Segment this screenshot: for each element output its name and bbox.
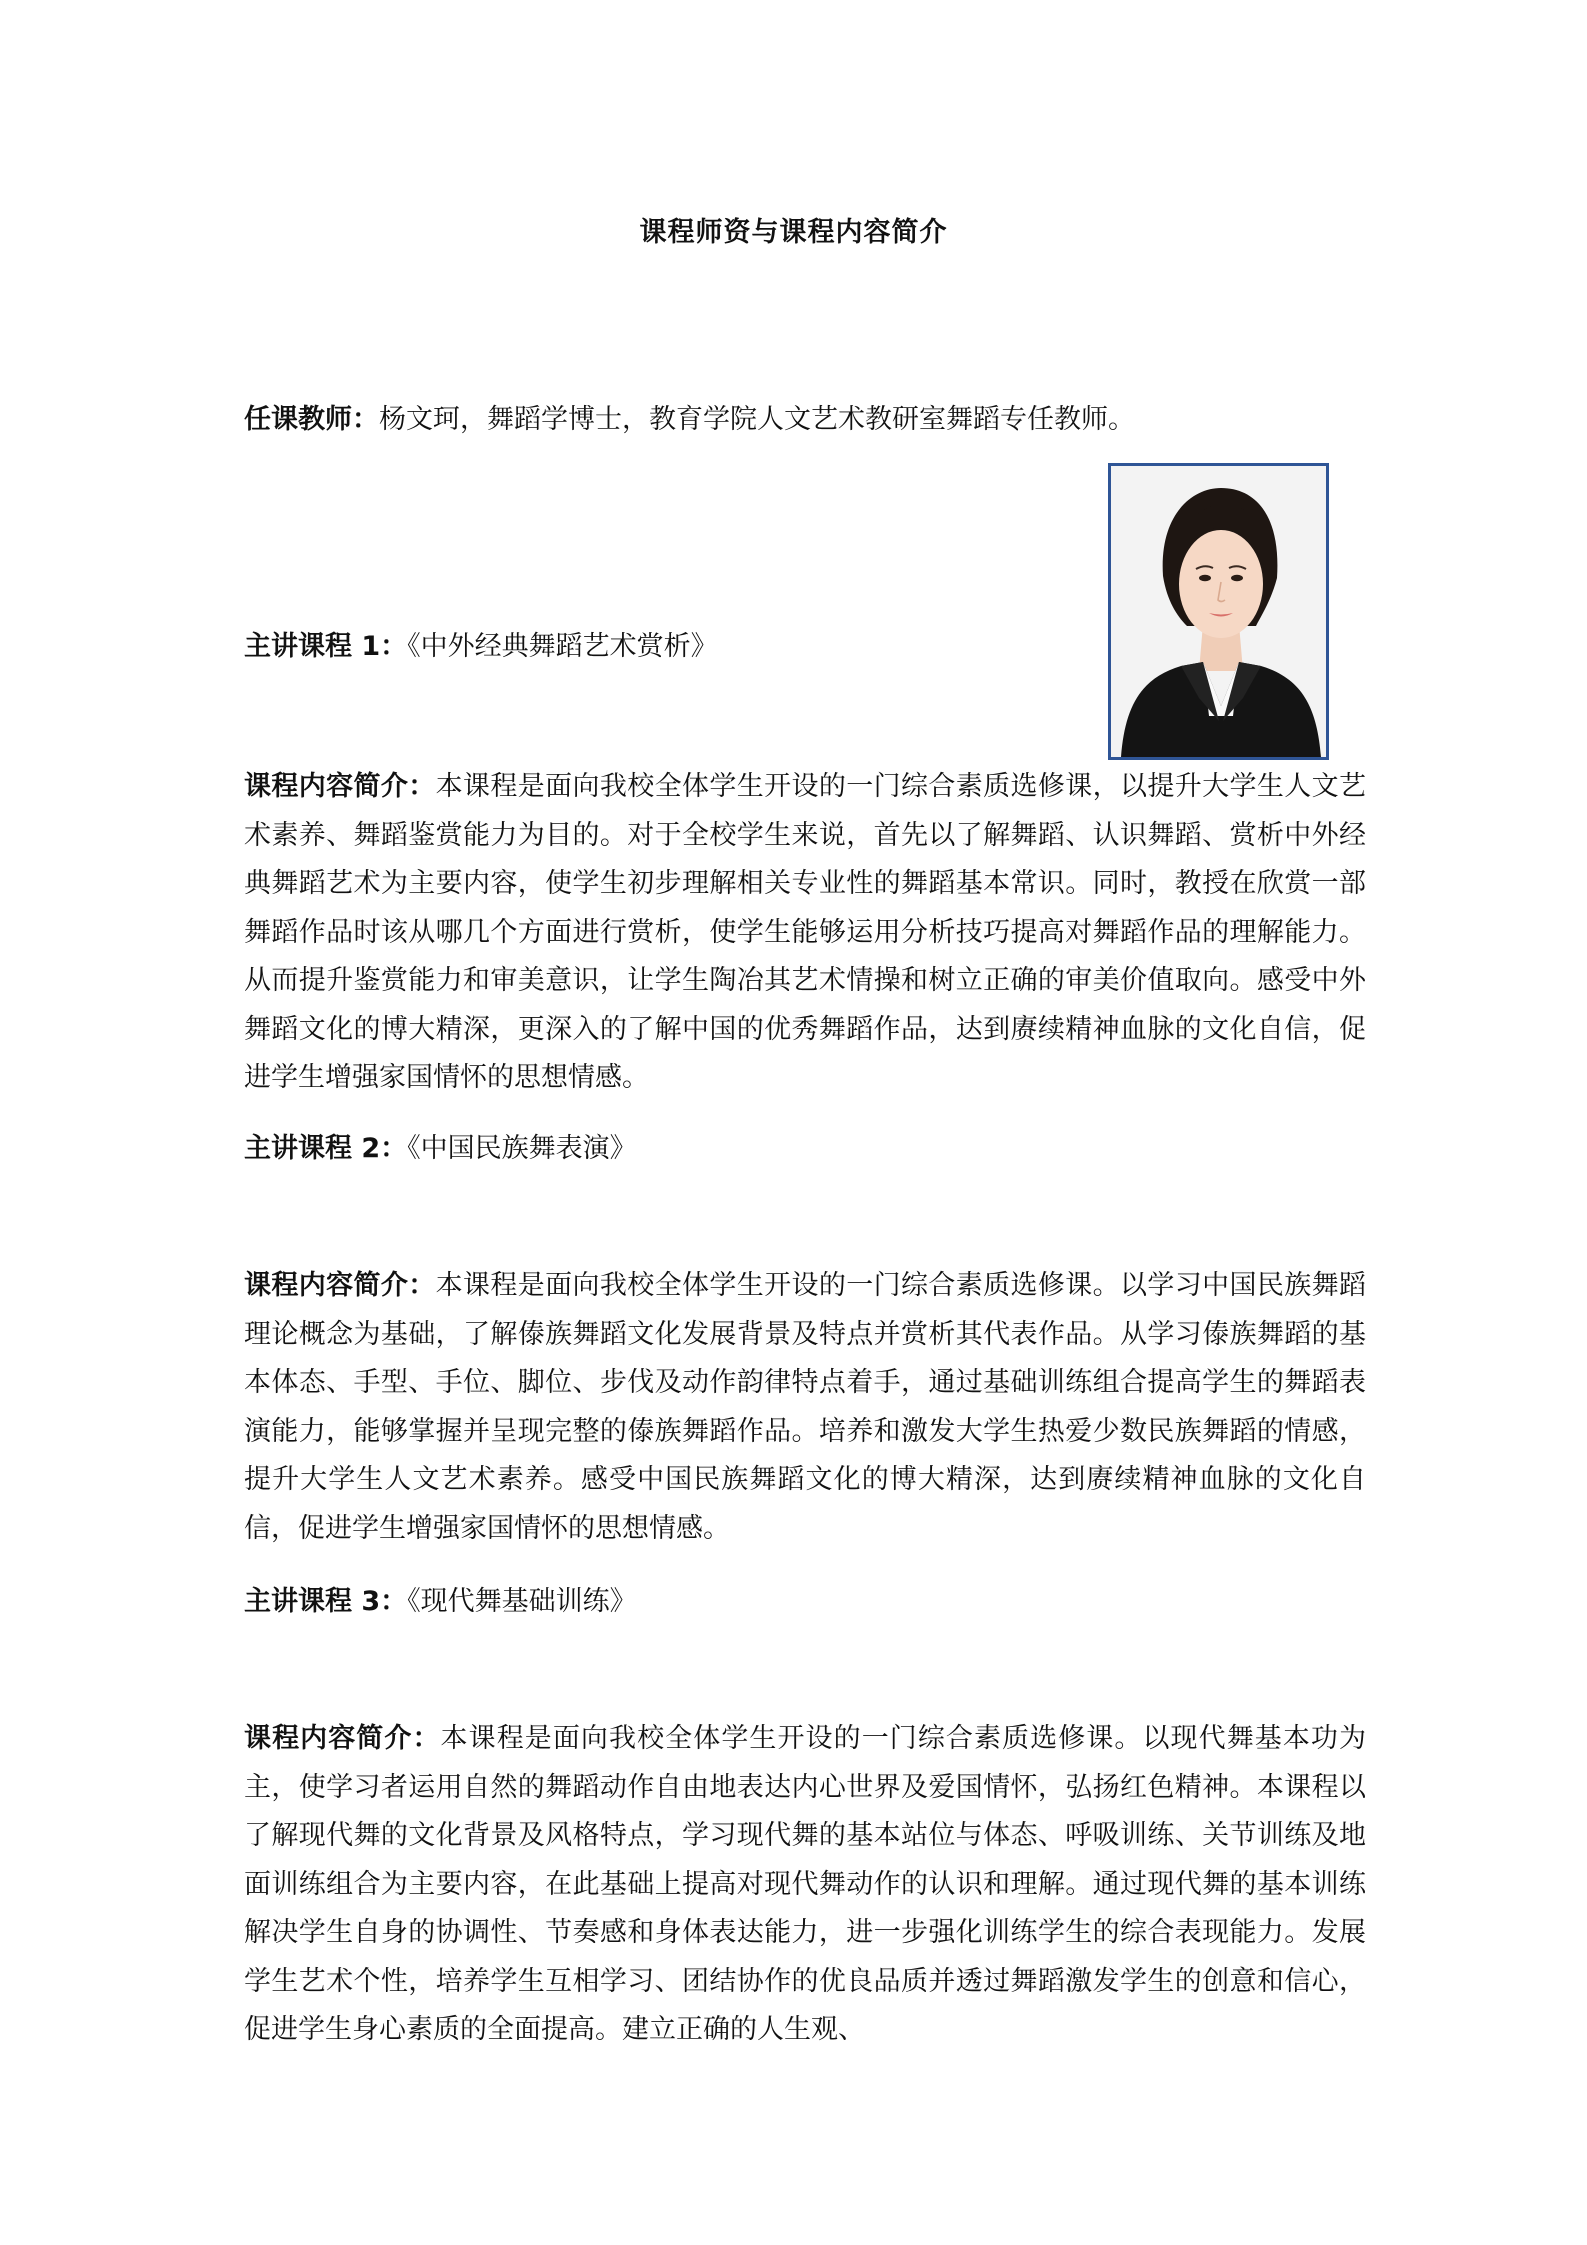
course-1-name: 《中外经典舞蹈艺术赏析》: [407, 631, 718, 662]
course-2-intro-text: 本课程是面向我校全体学生开设的一门综合素质选修课。以学习中国民族舞蹈理论概念为基础，了解傣族舞蹈文化发展背景及特点并赏析其代表作品。从学习傣族舞蹈的基本体态、手型、手位、脚位、步伐及动作韵律特点着手，通过基础训练组合提高学生的舞蹈表演能力，能够掌握并呈现完整的傣族舞蹈作品。培养和激发大学生热爱少数民族舞蹈的情感，提升大学生人文艺术素养。感受中国民族舞蹈文化的博大精深，达到赓续精神血脉的文化自信，促进学生增强家国情怀的思想情感。: [244, 1270, 1366, 1544]
course-2-intro-label: 课程内容简介：: [244, 1270, 436, 1301]
course-3-intro-label: 课程内容简介：: [244, 1723, 441, 1754]
course-3-intro: [244, 1715, 1366, 2055]
teacher-portrait-photo: [1108, 463, 1329, 760]
teacher-text: 杨文珂，舞蹈学博士，教育学院人文艺术教研室舞蹈专任教师。: [379, 404, 1135, 435]
course-2-intro: [244, 1262, 1366, 1553]
teacher-label: 任课教师：: [244, 404, 379, 435]
course-3-name: 《现代舞基础训练》: [407, 1586, 637, 1617]
course-1-intro: [244, 763, 1366, 1103]
course-1-intro-label: 课程内容简介：: [244, 771, 436, 802]
course-3-title: [244, 1578, 637, 1626]
page-title: 课程师资与课程内容简介: [639, 217, 948, 248]
course-1-label: 主讲课程 1：: [244, 631, 408, 662]
teacher-line: [244, 396, 1135, 444]
course-3-label: 主讲课程 3：: [244, 1586, 408, 1617]
course-2-name: 《中国民族舞表演》: [407, 1133, 637, 1164]
course-1-intro-text: 本课程是面向我校全体学生开设的一门综合素质选修课，以提升大学生人文艺术素养、舞蹈鉴赏能力为目的。对于全校学生来说，首先以了解舞蹈、认识舞蹈、赏析中外经典舞蹈艺术为主要内容，使学生初步理解相关专业性的舞蹈基本常识。同时，教授在欣赏一部舞蹈作品时该从哪几个方面进行赏析，使学生能够运用分析技巧提高对舞蹈作品的理解能力。从而提升鉴赏能力和审美意识，让学生陶冶其艺术情操和树立正确的审美价值取向。感受中外舞蹈文化的博大精深，更深入的了解中国的优秀舞蹈作品，达到赓续精神血脉的文化自信，促进学生增强家国情怀的思想情感。: [244, 771, 1366, 1093]
portrait-icon: [1111, 466, 1326, 757]
course-3-intro-text: 本课程是面向我校全体学生开设的一门综合素质选修课。以现代舞基本功为主，使学习者运用自然的舞蹈动作自由地表达内心世界及爱国情怀，弘扬红色精神。本课程以了解现代舞的文化背景及风格特点，学习现代舞的基本站位与体态、呼吸训练、关节训练及地面训练组合为主要内容，在此基础上提高对现代舞动作的认识和理解。通过现代舞的基本训练解决学生自身的协调性、节奏感和身体表达能力，进一步强化训练学生的综合表现能力。发展学生艺术个性，培养学生互相学习、团结协作的优良品质并透过舞蹈激发学生的创意和信心，促进学生身心素质的全面提高。建立正确的人生观、: [244, 1723, 1367, 2045]
course-2-label: 主讲课程 2：: [244, 1133, 408, 1164]
course-2-title: [244, 1125, 637, 1173]
course-1-title: [244, 623, 718, 671]
